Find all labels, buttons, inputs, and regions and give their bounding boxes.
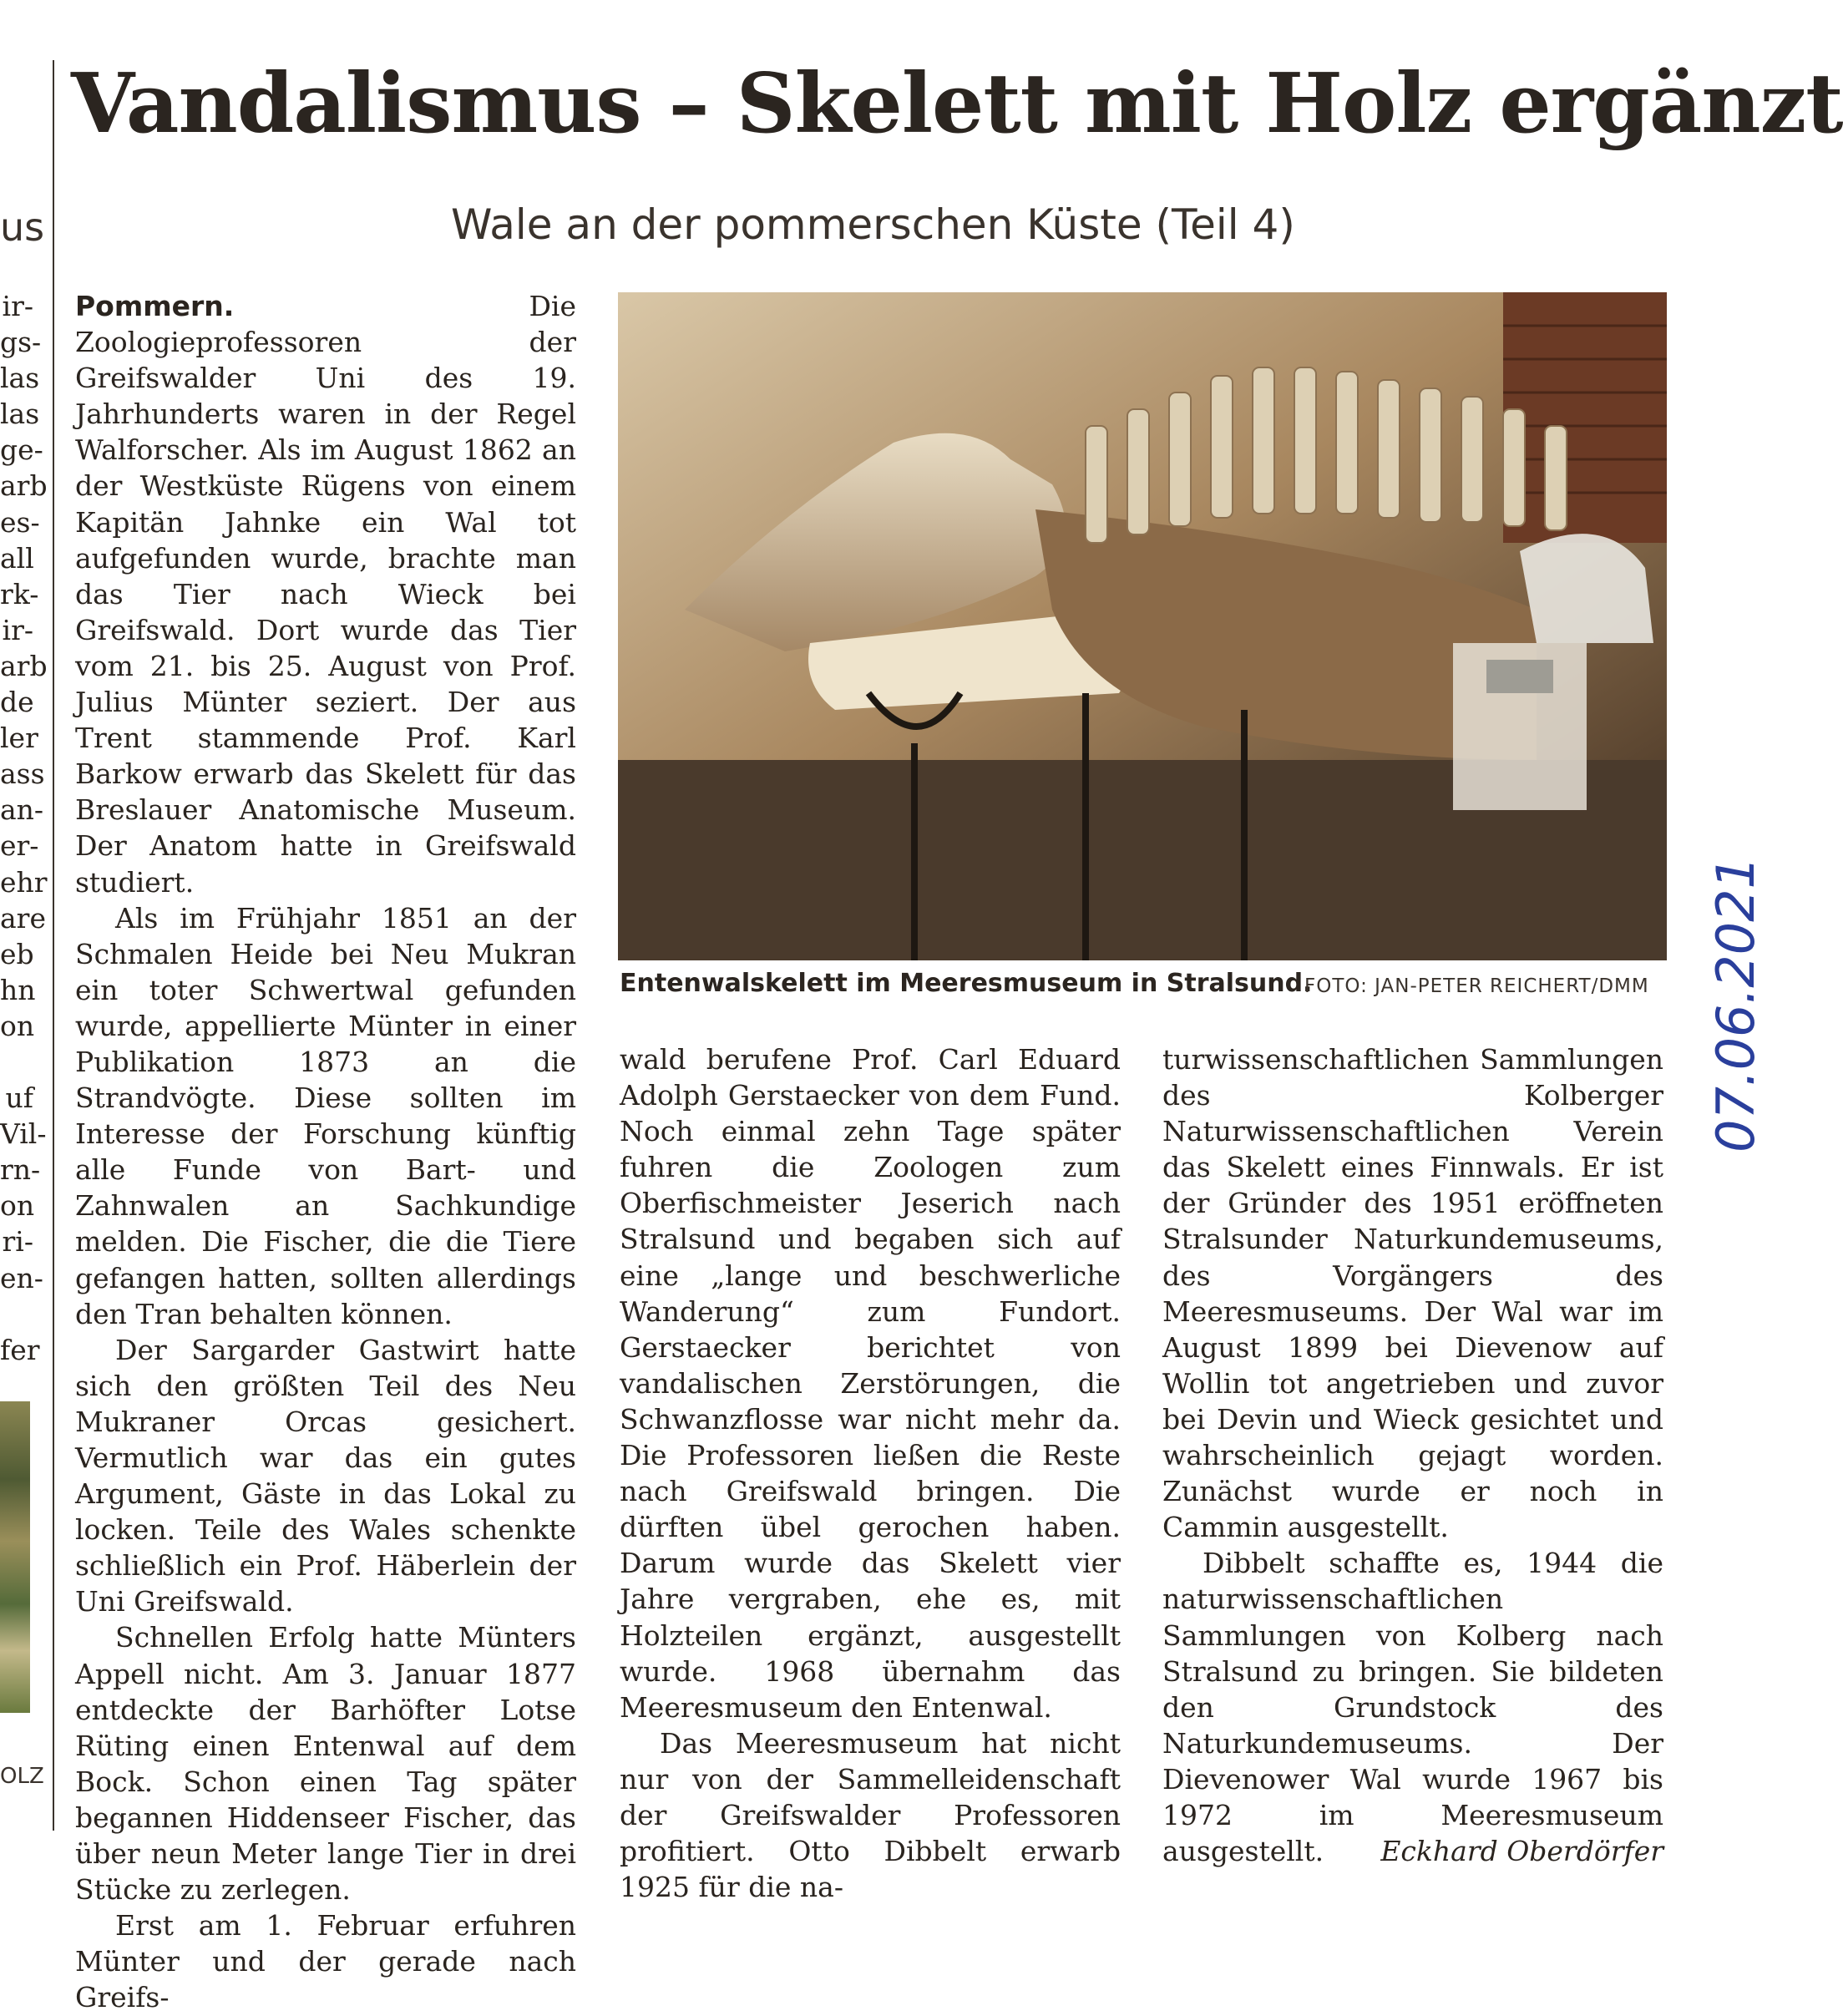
paragraph: turwissenschaftlichen Sammlungen des Kolberger Naturwissenschaftlichen Verein das Skelett eines Finnwals. Er ist der Gründer des 1951 eröffneten Stralsunder Naturkundemuseums, des Vorgängers des Meeresmuseums. Der Wal war im August 1899 bei Dievenow auf Wollin tot angetrieben und zuvor bei Devin und Wieck gesichtet und wahrscheinlich gejagt worden. Zunächst wurde er noch in Cammin ausgestellt. bbox=[1162, 1043, 1663, 1544]
fragment-line: ge- bbox=[0, 433, 43, 467]
paragraph-text: Die Zoologieprofessoren der Greifswalder Uni des 19. Jahrhunderts waren in der Regel Walforscher. Als im August 1862 an der Westküste Rügens von einem Kapitän Jahnke ein Wal tot aufgefunden wurde, brachte man das Tier nach Wieck bei Greifswald. Dort wurde das Tier vom 21. bis 25. August von Prof. Julius Münter seziert. Der aus Trent stammende Prof. Karl Barkow erwarb das Skelett für das Breslauer Anatomische Museum. Der Anatom hatte in Greifswald studiert. bbox=[75, 290, 576, 899]
fragment-line: on bbox=[0, 1189, 35, 1223]
author-byline: Eckhard Oberdörfer bbox=[1380, 1835, 1663, 1868]
fragment-line: es- bbox=[0, 505, 40, 539]
paragraph: wald berufene Prof. Carl Eduard Adolph Gerstaecker von dem Fund. Noch einmal zehn Tage später fuhren die Zoologen zum Oberfischmeister Jeserich nach Stralsund und begaben sich auf eine „lange und beschwerliche Wanderung“ zum Fundort. Gerstaecker berichtet von vandalischen Zerstörungen, die Schwanzflosse war nicht mehr da. Die Professoren ließen die Reste nach Greifswald bringen. Die dürften übel gerochen haben. Darum wurde das Skelett vier Jahre vergraben, ehe es, mit Holzteilen ergänzt, ausgestellt wurde. 1968 übernahm das Meeresmuseum den Entenwal. bbox=[620, 1043, 1121, 1724]
fragment-line: gs- bbox=[0, 326, 42, 359]
fragment-line: arb bbox=[0, 649, 48, 682]
fragment-line: ri- bbox=[2, 1225, 33, 1259]
fragment-line: Vil- bbox=[0, 1117, 47, 1151]
fragment-line: an- bbox=[0, 793, 44, 827]
article-column-1 bbox=[75, 288, 576, 2016]
fragment-line: ehr bbox=[0, 865, 48, 899]
paragraph: Erst am 1. Februar erfuhren Münter und der gerade nach Greifs- bbox=[75, 1909, 576, 2014]
paragraph-text: Dibbelt schaffte es, 1944 die naturwissenschaftlichen Sammlungen von Kolberg nach Stralsund zu bringen. Sie bildeten den Grundstock des Naturkundemuseums. Der Dievenower Wal wurde 1967 bis 1972 im Meeresmuseum ausgestellt. bbox=[1162, 1547, 1663, 1868]
fragment-line: rn- bbox=[0, 1153, 41, 1187]
fragment-line: en- bbox=[0, 1261, 43, 1294]
article-column-2 bbox=[620, 1041, 1121, 1905]
paragraph bbox=[1162, 1545, 1663, 1869]
fragment-line: las bbox=[0, 398, 40, 431]
neighbor-photo-fragment bbox=[0, 1401, 30, 1713]
fragment-line: uf bbox=[5, 1081, 33, 1115]
paragraph: Schnellen Erfolg hatte Münters Appell nicht. Am 3. Januar 1877 entdeckte der Barhöfter Lotse Rüting einen Entenwal auf dem Bock. Schon einen Tag später begannen Hiddenseer Fischer, das über neun Meter lange Tier in drei Stücke zu zerlegen. bbox=[75, 1621, 576, 1907]
neighbor-credit-fragment: OLZ bbox=[0, 1764, 44, 1789]
column-rule bbox=[53, 60, 54, 1831]
fragment-line: ler bbox=[0, 722, 38, 755]
fragment-line: ir- bbox=[2, 613, 33, 646]
fragment-line: all bbox=[0, 541, 34, 575]
fragment-line: are bbox=[0, 901, 46, 935]
article-column-3 bbox=[1162, 1041, 1663, 1869]
subheadline: Wale an der pommerschen Küste (Teil 4) bbox=[451, 200, 1295, 249]
paragraph bbox=[75, 288, 576, 900]
paragraph: Das Meeresmuseum hat nicht nur von der Sammelleidenschaft der Greifswalder Professoren profitiert. Otto Dibbelt erwarb 1925 für die na- bbox=[620, 1726, 1121, 1904]
fragment-line: fer bbox=[0, 1333, 40, 1366]
fragment-line: on bbox=[0, 1009, 35, 1042]
fragment-line: ir- bbox=[2, 290, 33, 322]
svg-text:07.06.2021: 07.06.2021 bbox=[1705, 856, 1766, 1152]
fragment-line: hn bbox=[0, 973, 36, 1006]
dateline: Pommern. bbox=[75, 290, 235, 322]
photo-caption: Entenwalskelett im Meeresmuseum in Stralsund. bbox=[620, 969, 1313, 998]
fragment-line: rk- bbox=[0, 577, 39, 610]
headline: Vandalismus – Skelett mit Holz ergänzt bbox=[71, 56, 1843, 152]
whale-skeleton-photo bbox=[618, 292, 1667, 960]
paragraph: Der Sargarder Gastwirt hatte sich den größten Teil des Neu Mukraner Orcas gesichert. Vermutlich war das ein gutes Argument, Gäste in das Lokal zu locken. Teile des Wales schenkte schließlich ein Prof. Häberlein der Uni Greifswald. bbox=[75, 1333, 576, 1618]
fragment-line: arb bbox=[0, 469, 48, 503]
neighbor-headline-fragment: us bbox=[0, 205, 45, 250]
fragment-line: de bbox=[0, 686, 34, 719]
fragment-line: eb bbox=[0, 937, 34, 970]
fragment-line bbox=[0, 1296, 33, 1332]
fragment-line bbox=[0, 1044, 33, 1080]
paragraph: Als im Frühjahr 1851 an der Schmalen Heide bei Neu Mukran ein toter Schwertwal gefunden wurde, appellierte Münter in einer Publikation 1873 an die Strandvögte. Diese sollten im Interesse der Forschung künftig alle Funde von Bart- und Zahnwalen an Sachkundige melden. Die Fischer, die die Tiere gefangen hatten, sollten allerdings den Tran behalten können. bbox=[75, 901, 576, 1330]
fragment-line: las bbox=[0, 362, 40, 395]
photo-credit: FOTO: JAN-PETER REICHERT/DMM bbox=[1304, 975, 1649, 997]
neighbor-article-fragment bbox=[0, 288, 48, 1368]
handwritten-date-stamp bbox=[1695, 852, 1779, 1169]
fragment-line: ass bbox=[0, 757, 45, 791]
fragment-line: er- bbox=[0, 829, 39, 863]
